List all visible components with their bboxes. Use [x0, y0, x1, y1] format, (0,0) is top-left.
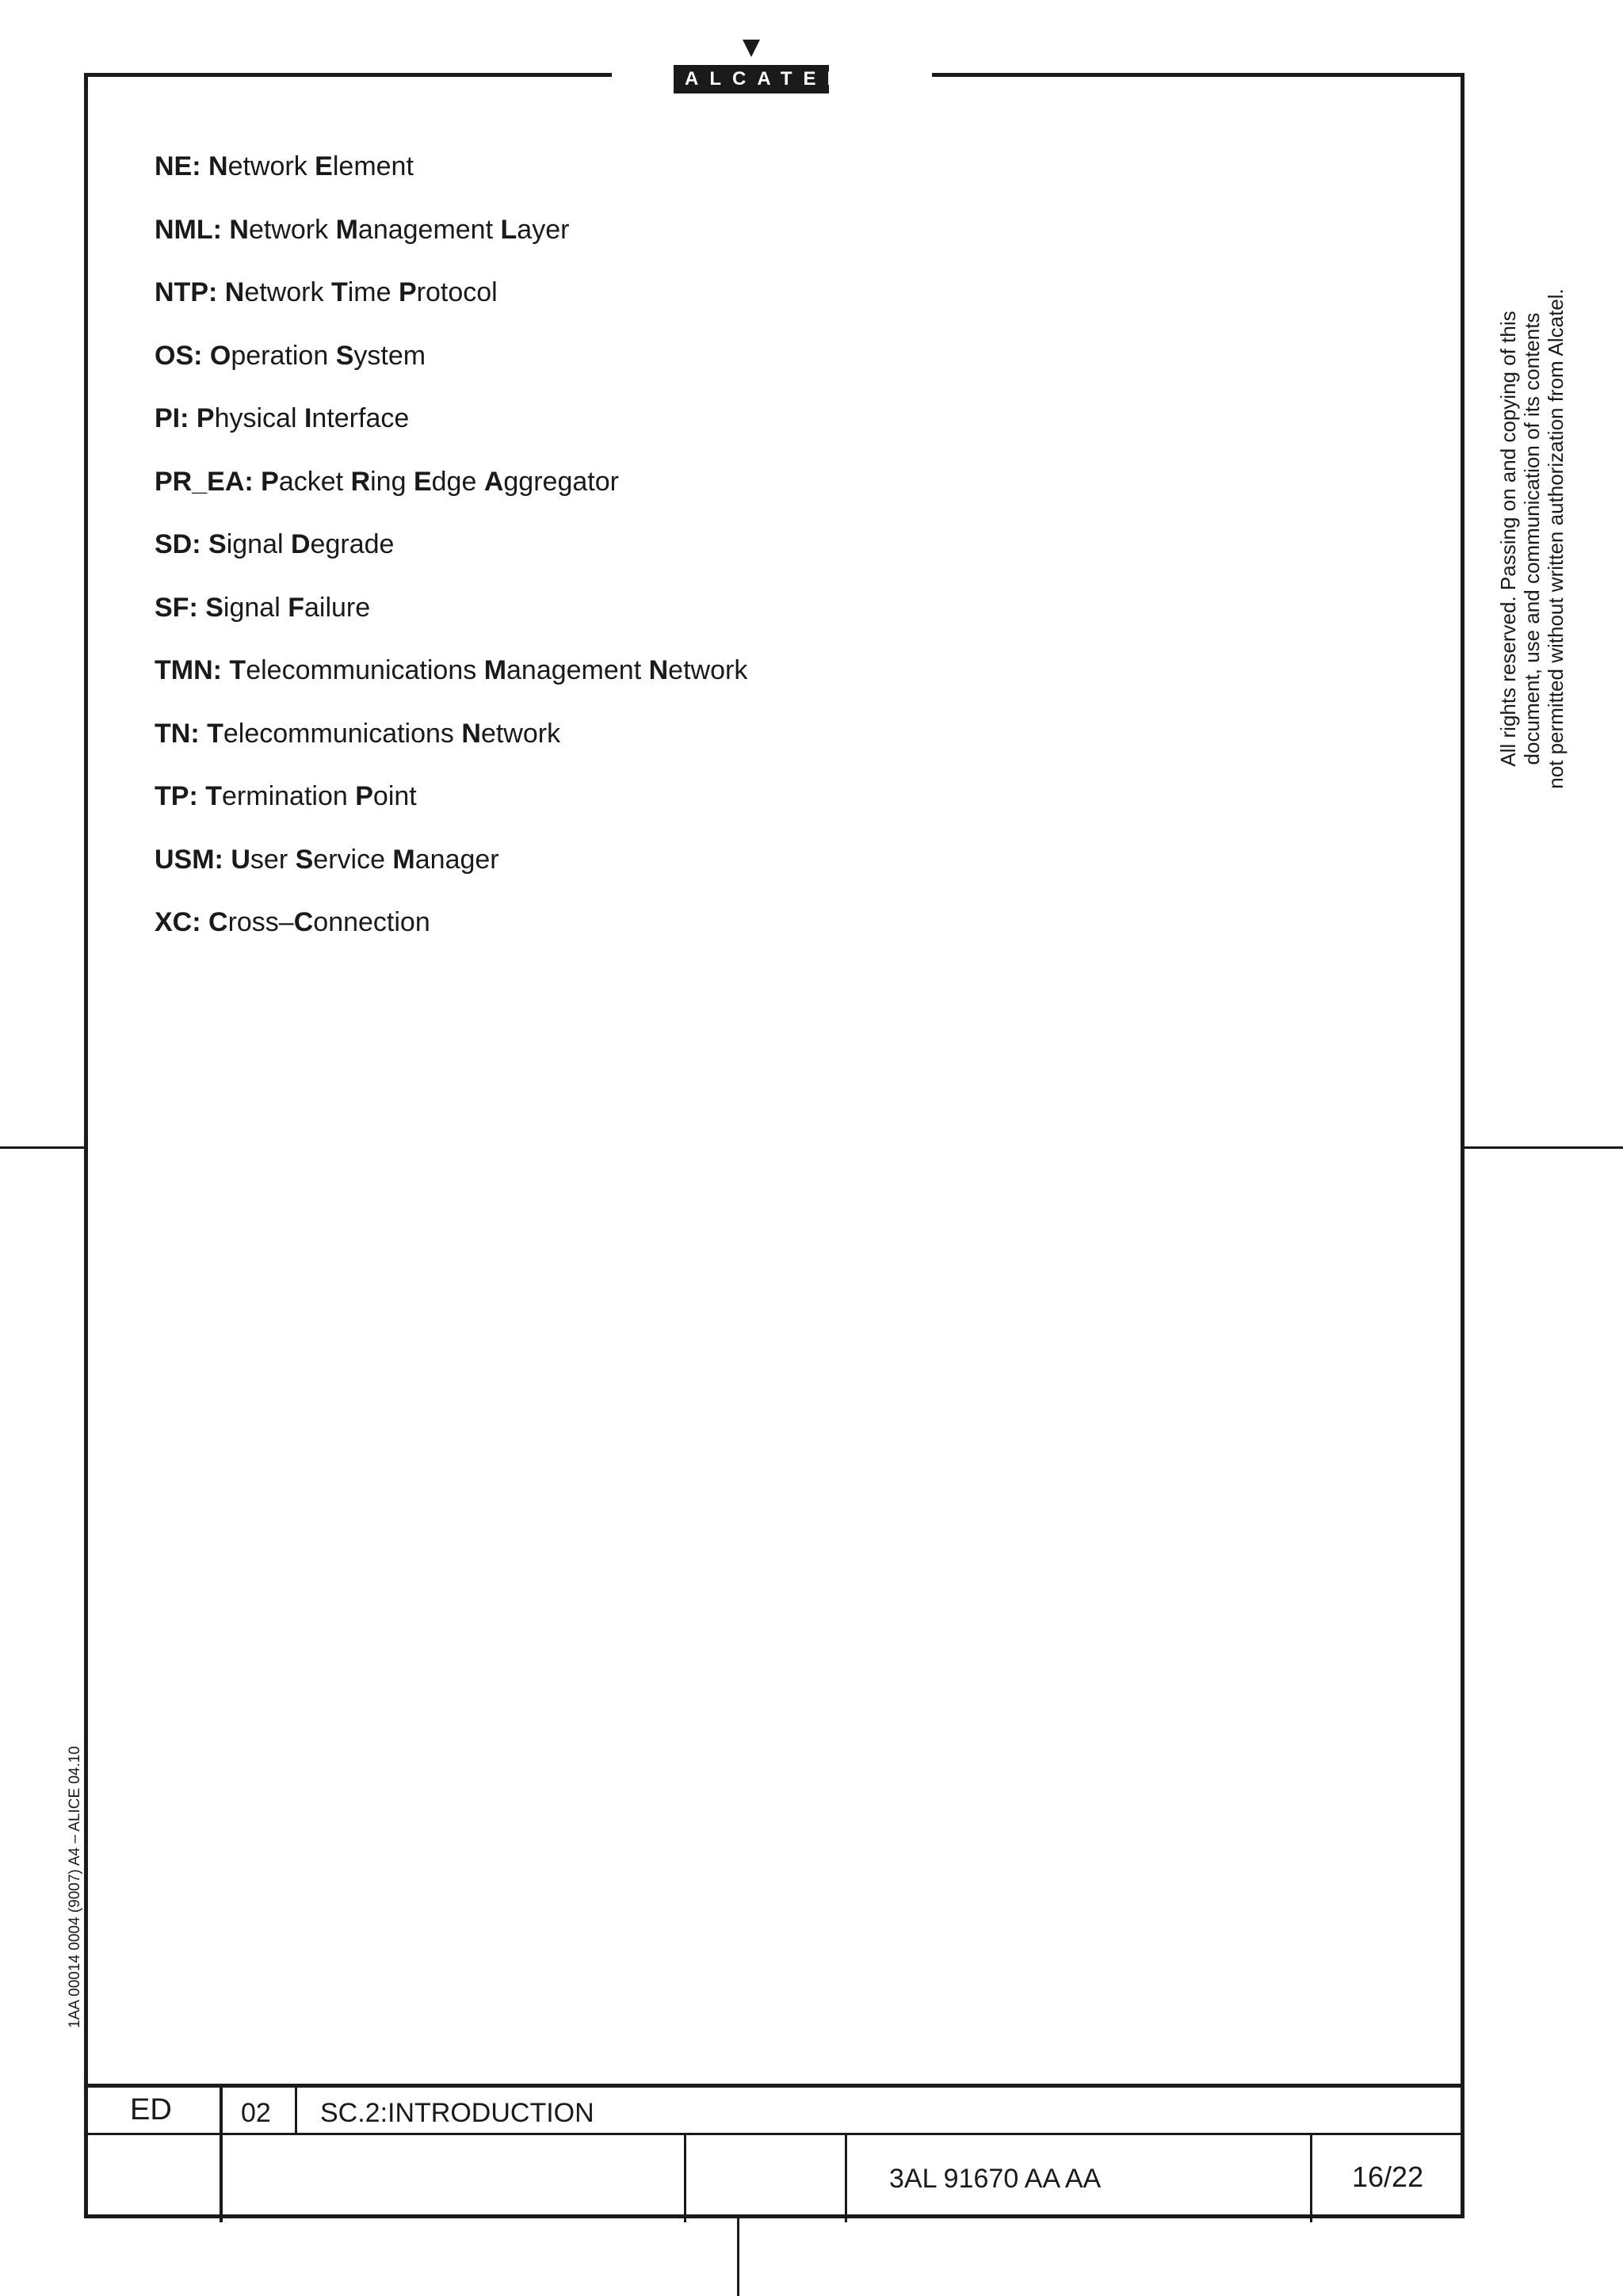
abbreviation-code: SF:: [155, 592, 198, 623]
document-number: 3AL 91670 AA AA: [889, 2164, 1102, 2194]
title-block-col-1: [220, 2088, 223, 2222]
edition-label: ED: [130, 2093, 172, 2126]
abbreviation-definition: Signal Failure: [205, 592, 371, 623]
page-number: 16/22: [1352, 2161, 1424, 2193]
abbreviation-item: [155, 900, 747, 963]
title-block-col-2: [295, 2088, 297, 2133]
abbreviation-code: SD:: [155, 529, 201, 559]
title-block-col-4: [845, 2133, 847, 2222]
abbreviation-definition: Signal Degrade: [208, 529, 395, 559]
abbreviation-item: [155, 144, 747, 208]
form-code: 1AA 00014 0004 (9007) A4 – ALICE 04.10: [67, 1745, 83, 2028]
section-title: SC.2:INTRODUCTION: [320, 2098, 594, 2128]
bottom-center-tick: [737, 2218, 739, 2296]
abbreviation-item: [155, 837, 747, 901]
top-border-right: [932, 73, 1465, 77]
title-block-col-5: [1310, 2133, 1312, 2222]
abbreviation-definition: Telecommunications Management Network: [229, 655, 748, 685]
rights-notice-line-2: document, use and communication of its contents: [1520, 312, 1544, 765]
abbreviation-code: PI:: [155, 403, 189, 433]
abbreviation-item: [155, 648, 747, 711]
abbreviation-definition: Network Element: [208, 151, 414, 181]
alcatel-logo: [674, 40, 850, 95]
abbreviation-item: [155, 522, 747, 585]
abbreviation-item: [155, 208, 747, 271]
abbreviation-definition: Termination Point: [205, 781, 417, 811]
abbreviation-definition: Operation System: [209, 340, 426, 371]
abbreviation-item: [155, 396, 747, 460]
abbreviation-code: NML:: [155, 214, 222, 245]
abbreviation-code: TP:: [155, 781, 198, 811]
rights-notice-line-3: not permitted without written authorization from Alcatel.: [1544, 288, 1568, 789]
abbreviation-definition: Telecommunications Network: [207, 718, 561, 749]
logo-text: ALCATEL: [674, 65, 829, 93]
abbreviation-code: TN:: [155, 718, 200, 749]
title-block-row-divider: [84, 2133, 1465, 2135]
abbreviation-list: [155, 144, 747, 963]
left-margin-tick: [0, 1146, 84, 1149]
abbreviation-definition: Physical Interface: [196, 403, 410, 433]
rights-notice-line-1: All rights reserved. Passing on and copying of this: [1496, 311, 1520, 767]
abbreviation-definition: Packet Ring Edge Aggregator: [261, 466, 619, 497]
logo-triangle-icon: [743, 40, 760, 57]
title-block-col-3: [684, 2133, 686, 2222]
top-border-left: [84, 73, 612, 77]
abbreviation-code: TMN:: [155, 655, 222, 685]
abbreviation-code: USM:: [155, 844, 223, 875]
abbreviation-code: OS:: [155, 340, 203, 371]
abbreviation-code: XC:: [155, 907, 201, 937]
abbreviation-item: [155, 585, 747, 649]
abbreviation-item: [155, 711, 747, 775]
abbreviation-definition: Network Time Protocol: [224, 277, 498, 307]
abbreviation-definition: Network Management Layer: [229, 214, 570, 245]
abbreviation-code: PR_EA:: [155, 466, 254, 497]
abbreviation-item: [155, 774, 747, 837]
edition-value: 02: [241, 2098, 271, 2128]
abbreviation-code: NTP:: [155, 277, 218, 307]
abbreviation-definition: Cross–Connection: [208, 907, 430, 937]
abbreviation-item: [155, 270, 747, 334]
abbreviation-code: NE:: [155, 151, 201, 181]
abbreviation-item: [155, 460, 747, 523]
right-margin-tick: [1465, 1146, 1623, 1149]
abbreviation-definition: User Service Manager: [231, 844, 499, 875]
title-block: [84, 2084, 1465, 2218]
abbreviation-item: [155, 334, 747, 397]
